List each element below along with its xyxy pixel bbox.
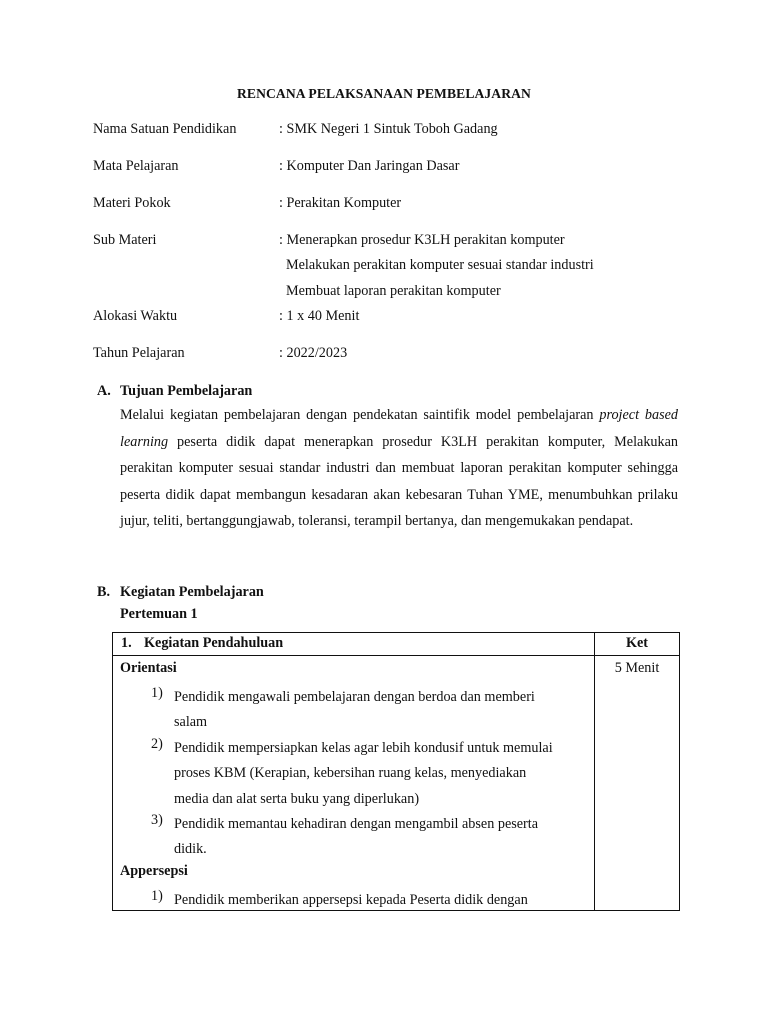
section-b-letter: B.	[97, 584, 111, 600]
identity-value-alokasi: : 1 x 40 Menit	[279, 308, 360, 324]
step-line: Pendidik mempersiapkan kelas agar lebih kondusif untuk memulai	[174, 740, 553, 756]
section-a-heading	[97, 383, 252, 400]
activity-table	[112, 632, 680, 911]
step-line: proses KBM (Kerapian, kebersihan ruang kelas, menyediakan	[174, 765, 527, 782]
table-time-cell: 5 Menit	[614, 660, 660, 676]
orientasi-heading: Orientasi	[120, 660, 177, 676]
identity-value-materi: : Perakitan Komputer	[279, 195, 402, 211]
step-line: didik.	[174, 841, 207, 858]
table-header-ket: Ket	[625, 635, 649, 651]
paragraph-text-start: Melalui kegiatan pembelajaran dengan pendekatan saintifik model pembelajaran	[120, 407, 600, 423]
section-b-heading	[97, 584, 264, 601]
step-line: salam	[174, 714, 208, 731]
document-title: RENCANA PELAKSANAAN PEMBELAJARAN	[237, 86, 531, 101]
identity-value-mapel: : Komputer Dan Jaringan Dasar	[279, 158, 460, 174]
section-a-letter: A.	[97, 383, 111, 399]
table-header-title: Kegiatan Pendahuluan	[144, 635, 284, 651]
step-line: Pendidik memantau kehadiran dengan mengambil absen peserta	[174, 816, 539, 832]
identity-sub-materi-line-3: Membuat laporan perakitan komputer	[286, 283, 501, 299]
table-header-divider	[113, 655, 679, 656]
identity-label-mapel: Mata Pelajaran	[93, 158, 179, 174]
identity-value-sub-materi: : Menerapkan prosedur K3LH perakitan komputer	[279, 232, 565, 248]
step-number: 3)	[151, 812, 163, 828]
identity-label-sub-materi: Sub Materi	[93, 232, 157, 248]
step-line: Pendidik mengawali pembelajaran dengan berdoa dan memberi	[174, 689, 535, 705]
appersepsi-heading: Appersepsi	[120, 863, 188, 879]
step-line: Pendidik memberikan appersepsi kepada Peserta didik dengan	[174, 892, 528, 908]
step-number: 1)	[151, 685, 163, 701]
identity-label-satuan: Nama Satuan Pendidikan	[93, 121, 237, 137]
paragraph-text-end: peserta didik dapat menerapkan prosedur K3LH perakitan komputer, Melakukan perakitan komputer sesuai standar industri dan membuat laporan perakitan komputer sehingga peserta didik dapat membangun kesadaran akan kebesaran Tuhan YME, menumbuhkan prilaku jujur, teliti, bertanggungjawab, toleransi, terampil bertanya, dan mengemukakan pendapat.	[120, 433, 678, 530]
paragraph-italic-term: project based learning	[120, 407, 678, 450]
step-number: 1)	[151, 888, 163, 904]
step-text	[174, 888, 594, 913]
identity-value-satuan: : SMK Negeri 1 Sintuk Toboh Gadang	[279, 121, 498, 137]
section-b-title: Kegiatan Pembelajaran	[120, 584, 264, 600]
table-header-activity	[121, 635, 283, 652]
step-text	[174, 685, 594, 736]
identity-value-tahun: : 2022/2023	[279, 345, 348, 361]
identity-label-alokasi: Alokasi Waktu	[93, 308, 178, 324]
section-a-title: Tujuan Pembelajaran	[120, 383, 253, 399]
identity-label-materi: Materi Pokok	[93, 195, 171, 211]
identity-label-tahun: Tahun Pelajaran	[93, 345, 185, 361]
identity-sub-materi-line-2: Melakukan perakitan komputer sesuai standar industri	[286, 257, 594, 273]
meeting-label: Pertemuan 1	[120, 606, 198, 622]
step-text	[174, 736, 594, 812]
step-number: 2)	[151, 736, 163, 752]
section-a-paragraph	[120, 402, 678, 535]
step-line: media dan alat serta buku yang diperlukan)	[174, 790, 420, 807]
table-header-number: 1.	[121, 635, 132, 651]
step-text	[174, 812, 594, 863]
